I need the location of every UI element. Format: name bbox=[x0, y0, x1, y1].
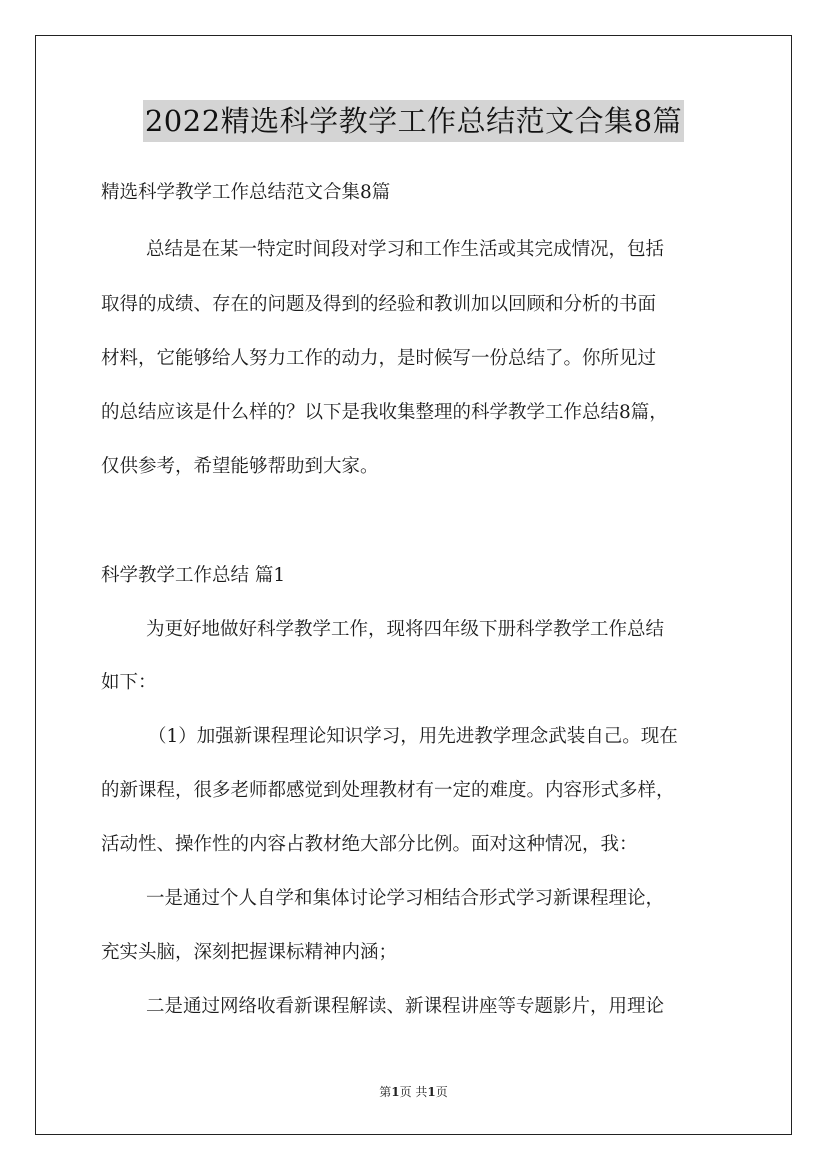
intro-line-5: 仅供参考，希望能够帮助到大家。 bbox=[101, 456, 379, 477]
document-subtitle: 精选科学教学工作总结范文合集8篇 bbox=[101, 182, 391, 203]
body-line-6: 一是通过个人自学和集体讨论学习相结合形式学习新课程理论， bbox=[146, 888, 665, 909]
section-heading: 科学教学工作总结 篇1 bbox=[101, 565, 286, 586]
footer-page-suffix: 页 bbox=[435, 1085, 448, 1099]
title-container bbox=[0, 100, 827, 142]
footer-page-mid: 页 共 bbox=[399, 1085, 428, 1099]
body-line-4: 的新课程，很多老师都感觉到处理教材有一定的难度。内容形式多样， bbox=[101, 780, 675, 801]
intro-line-3: 材料，它能够给人努力工作的动力，是时候写一份总结了。你所见过 bbox=[101, 348, 657, 369]
footer-page-prefix: 第 bbox=[379, 1085, 392, 1099]
body-line-1: 为更好地做好科学教学工作，现将四年级下册科学教学工作总结 bbox=[146, 619, 665, 640]
body-line-3: （1）加强新课程理论知识学习，用先进教学理念武装自己。现在 bbox=[148, 726, 678, 747]
body-line-8: 二是通过网络收看新课程解读、新课程讲座等专题影片，用理论 bbox=[146, 996, 665, 1017]
intro-line-1: 总结是在某一特定时间段对学习和工作生活或其完成情况，包括 bbox=[146, 239, 665, 260]
footer-page-total: 1 bbox=[427, 1085, 436, 1099]
body-line-5: 活动性、操作性的内容占教材绝大部分比例。面对这种情况，我： bbox=[101, 834, 638, 855]
page-footer bbox=[0, 1083, 827, 1100]
document-title: 2022精选科学教学工作总结范文合集8篇 bbox=[143, 100, 684, 142]
body-line-7: 充实头脑，深刻把握课标精神内涵； bbox=[101, 942, 398, 963]
intro-line-4: 的总结应该是什么样的？以下是我收集整理的科学教学工作总结8篇， bbox=[101, 402, 668, 423]
intro-line-2: 取得的成绩、存在的问题及得到的经验和教训加以回顾和分析的书面 bbox=[101, 294, 657, 315]
body-line-2: 如下： bbox=[101, 672, 157, 693]
footer-page-number: 1 bbox=[391, 1085, 400, 1099]
